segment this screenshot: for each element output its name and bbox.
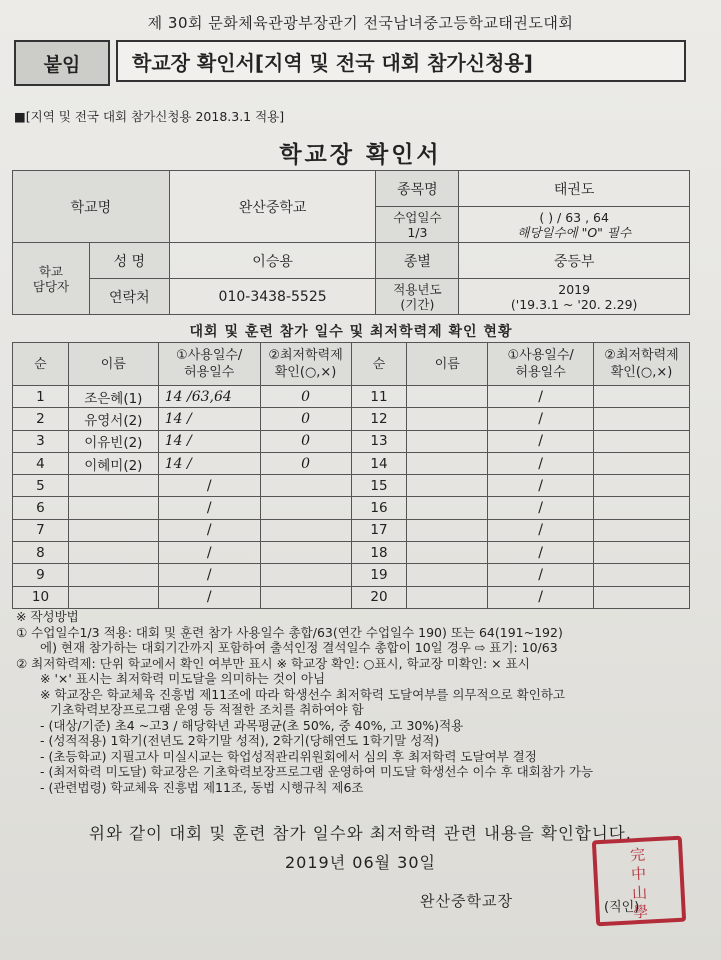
year-period: ('19.3.1 ~ '20. 2.29) [510,296,638,312]
division-value: 중등부 [459,243,690,279]
row-days: / [158,564,260,586]
header-acad-2-r: 확인(○,×) [610,365,673,380]
table-row [13,452,690,474]
row-days: / [158,497,260,519]
row-name [407,542,488,564]
header-days-2-r: 허용일수 [515,365,566,380]
school-label: 학교명 [13,171,170,243]
instruction-line: ※ 작성방법 [16,609,79,624]
row-no: 17 [351,519,407,541]
row-days: / [488,430,594,452]
row-days: / [488,475,594,497]
table-row [13,586,690,608]
row-no: 14 [351,452,407,474]
row-name [68,497,158,519]
table-row [13,430,690,452]
name-value: 이승용 [169,243,376,279]
row-name [407,430,488,452]
row-name [407,475,488,497]
row-name [68,542,158,564]
class-days-value [459,207,690,243]
row-days: 14 / [158,408,260,430]
row-no: 20 [351,586,407,608]
row-acad [594,519,690,541]
row-acad: 0 [260,430,351,452]
row-name [407,408,488,430]
row-name: 이유빈(2) [68,430,158,452]
seal-note: (직인) [604,900,640,915]
row-acad [594,386,690,408]
header-acad [260,343,351,386]
document-headline: 학교장 확인서[지역 및 전국 대회 참가신청용] [116,40,686,82]
table-row [13,564,690,586]
row-days: / [488,564,594,586]
row-days: / [488,386,594,408]
row-no: 15 [351,475,407,497]
issue-date: 2019년 06월 30일 [285,853,436,872]
header-no: 순 [13,343,69,386]
row-no: 2 [13,408,69,430]
row-acad [260,497,351,519]
instruction-line: 에) 현재 참가하는 대회기간까지 포함하여 출석인정 결석일수 총합이 10일 경우 ⇨ 표기: 10/63 [40,640,558,655]
header-no-2: 순 [351,343,407,386]
manager-label-1: 학교 [38,263,64,279]
table-row [13,519,690,541]
table-row [13,386,690,408]
row-name: 조은혜(1) [68,386,158,408]
page-title: 학교장 확인서 [279,142,442,168]
row-no: 13 [351,430,407,452]
row-days: / [158,519,260,541]
row-days: / [158,586,260,608]
table-row [13,497,690,519]
seal-char: 山 [631,883,648,903]
application-note: ■[지역 및 전국 대회 참가신청용 2018.3.1 적용] [14,109,285,124]
name-label: 성 명 [89,243,169,279]
row-days: / [488,542,594,564]
row-no: 18 [351,542,407,564]
row-no: 19 [351,564,407,586]
row-name [407,497,488,519]
row-name [407,586,488,608]
row-days: / [488,497,594,519]
row-name [407,564,488,586]
attachment-badge: 붙임 [14,40,110,86]
row-no: 3 [13,430,69,452]
row-acad [594,497,690,519]
confirmation-statement: 위와 같이 대회 및 훈련 참가 일수와 최저학력 관련 내용을 확인합니다. [89,824,632,843]
class-days-note: 해당일수에 "O" 필수 [517,224,632,240]
row-name [68,564,158,586]
principal-signature: 완산중학교장 [420,892,513,910]
row-acad [594,452,690,474]
division-label: 종별 [376,243,459,279]
instruction-line: - (초등학교) 지필고사 미실시교는 학업성적관리위원회에서 심의 후 최저학력 도달여부 결정 [40,748,537,764]
year-label-main: 적용년도 [393,281,442,297]
instruction-line: ※ 학교장은 학교체육 진흥법 제11조에 따라 학생선수 최저학력 도달여부를 의무적으로 확인하고 [40,686,565,702]
event-value: 태권도 [459,171,690,207]
row-name [407,452,488,474]
header-acad-2: 확인(○,×) [274,365,337,380]
row-no: 1 [13,386,69,408]
instruction-line: - (대상/기준) 초4 ~고3 / 해당학년 과목평균(초 50%, 중 40%, 고 30%)적용 [40,717,464,733]
row-acad [260,519,351,541]
row-acad [594,586,690,608]
row-acad [260,542,351,564]
instruction-line: - (최저학력 미도달) 학교장은 기초학력보장프로그램 운영하여 미도달 학생선수 이수 후 대회참가 가능 [40,764,594,779]
table-header-row [13,343,690,386]
row-acad [260,475,351,497]
row-no: 11 [351,386,407,408]
row-acad [594,564,690,586]
header-acad-1: ②최저학력제 [268,348,343,363]
section-title: 대회 및 훈련 참가 일수 및 최저학력제 확인 현황 [189,324,513,340]
writing-instructions [16,609,706,795]
row-acad [594,430,690,452]
row-no: 7 [13,519,69,541]
row-name [68,586,158,608]
manager-label-2: 담당자 [32,278,70,294]
contact-label: 연락처 [89,279,169,315]
row-no: 9 [13,564,69,586]
header-acad-1-r: ②최저학력제 [604,348,679,363]
header-name-2: 이름 [407,343,488,386]
manager-label [13,243,90,315]
instruction-line: 기초학력보장프로그램 운영 등 적절한 조치를 취하여야 함 [50,702,364,717]
row-no: 12 [351,408,407,430]
row-days: / [488,586,594,608]
row-name [407,386,488,408]
instruction-line: ② 최저학력제: 단위 학교에서 확인 여부만 표시 ※ 학교장 확인: ○표시, 학교장 미확인: × 표시 [16,655,530,671]
row-acad: 0 [260,452,351,474]
row-days: / [158,542,260,564]
row-no: 10 [13,586,69,608]
school-value: 완산중학교 [169,171,376,243]
school-info-table [12,170,690,315]
header-days-2: 허용일수 [184,365,235,380]
row-acad [594,475,690,497]
header-days-1-r: ①사용일수/ [507,348,574,363]
year-label-sub: (기간) [400,296,435,312]
row-days: 14 / [158,452,260,474]
row-name [68,475,158,497]
class-days-value-main: ( ) / 63 , 64 [539,209,609,225]
row-no: 4 [13,452,69,474]
row-days: 14 /63,64 [158,386,260,408]
row-acad [260,586,351,608]
instruction-line: - (관련법령) 학교체육 진흥법 제11조, 동법 시행규칙 제6조 [40,779,364,795]
instruction-line: - (성적적용) 1학기(전년도 2학기말 성적), 2학기(당해연도 1학기말 성적) [40,733,440,748]
event-label: 종목명 [376,171,459,207]
header-name: 이름 [68,343,158,386]
row-days: / [158,475,260,497]
row-name [407,519,488,541]
row-days: / [488,408,594,430]
contact-value: 010-3438-5525 [169,279,376,315]
year-label [376,279,459,315]
header-days [158,343,260,386]
row-days: / [488,452,594,474]
row-name [68,519,158,541]
seal-char: 中 [630,864,647,884]
row-no: 8 [13,542,69,564]
row-acad: 0 [260,386,351,408]
class-days-label-sub: 1/3 [407,224,428,240]
seal-char: 學 [632,902,649,922]
row-acad [594,408,690,430]
instruction-line: ① 수업일수1/3 적용: 대회 및 훈련 참가 사용일수 총합/63(연간 수업일수 190) 또는 64(191~192) [16,624,563,640]
table-row [13,408,690,430]
instruction-line: ※ '×' 표시는 최저학력 미도달을 의미하는 것이 아님 [40,671,326,686]
row-no: 6 [13,497,69,519]
table-row [13,542,690,564]
header-acad-r [594,343,690,386]
row-name: 이혜미(2) [68,452,158,474]
event-title: 제 30회 문화체육관광부장관기 전국남녀중고등학교태권도대회 [147,14,574,32]
class-days-label [376,207,459,243]
header-days-1: ①사용일수/ [176,348,243,363]
row-days: / [488,519,594,541]
row-acad [594,542,690,564]
row-acad [260,564,351,586]
row-name: 유영서(2) [68,408,158,430]
participation-table [12,342,690,609]
table-row [13,475,690,497]
row-no: 5 [13,475,69,497]
class-days-label-main: 수업일수 [393,209,442,225]
header-days-r [488,343,594,386]
seal-char: 完 [629,845,646,865]
row-days: 14 / [158,430,260,452]
year-value [459,279,690,315]
year-value-main: 2019 [558,281,591,297]
row-acad: 0 [260,408,351,430]
row-no: 16 [351,497,407,519]
